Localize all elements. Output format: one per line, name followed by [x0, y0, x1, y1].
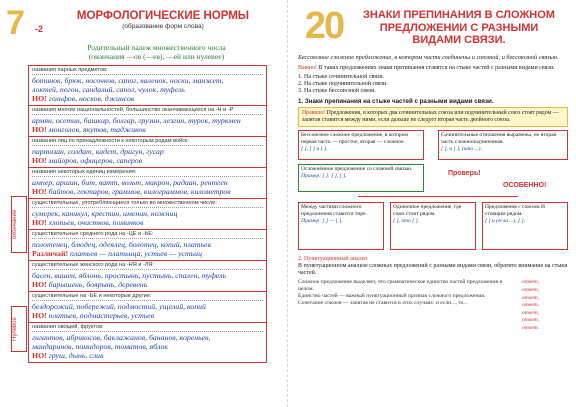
left-header	[6, 4, 277, 42]
exception-marker: Различай!	[32, 249, 69, 258]
left-intro-line: Родительный падеж множественного числа	[87, 43, 226, 52]
right-heading: 1. Знаки препинания на стыке частей с разными видами связи.	[298, 98, 494, 106]
right-title	[350, 8, 568, 47]
rule-example-line	[32, 156, 263, 165]
right-list-item: 2. На стыке подчинительной связи.	[298, 80, 388, 87]
rule-section-heading: названия некоторых единиц измерения:	[32, 169, 263, 177]
right-page-number: 20	[304, 5, 344, 47]
rule-example-line	[32, 218, 263, 227]
right-list	[298, 74, 568, 96]
rule-section	[29, 106, 266, 137]
right-list-item: 1. На стыке сочинительной связи.	[298, 73, 385, 80]
left-page-number: 7	[6, 4, 23, 42]
answer-item: ответ,	[522, 317, 540, 324]
rule-example-line	[32, 351, 263, 360]
right-page	[288, 0, 576, 407]
diagram-box-text: Сочинительные отношения выражены, но вторая часть сложноподчиненная.	[441, 132, 557, 145]
diagram-box-text: Одиночное предложение, где союз стоит рядом.	[393, 204, 462, 217]
section-2	[298, 256, 568, 277]
rule-example-line: мандаринов, помидоров, томатов, яблок	[32, 342, 169, 351]
diagram-box-text: Между частями сложного предложения ставится тире.	[301, 204, 367, 217]
exception-marker: НО!	[32, 218, 47, 227]
answer-item: ответ,	[522, 286, 540, 293]
diagram-label-right: ОСОБЕННО!	[503, 182, 547, 190]
rule-section	[29, 323, 266, 362]
right-note-important: Важно!	[298, 64, 318, 71]
rule-example-line: сумерек, каникул, крестин, именин, ножниц	[32, 209, 178, 218]
right-note	[298, 65, 568, 72]
answer-list	[522, 279, 568, 332]
rules-table	[12, 65, 267, 363]
left-intro-line: (окончания —ов (—ев), —ей или нулевое)	[88, 52, 225, 61]
rule-section	[29, 261, 266, 292]
example-line: Сложное предложение выделяет, что грамматическое единство частей предложения в целом.	[298, 279, 503, 293]
exception-marker: НО!	[32, 311, 47, 320]
exception-marker: НО!	[32, 280, 47, 289]
structure-diagram	[298, 130, 568, 252]
diagram-box-example: [ ] и (если ...), [ ].	[485, 217, 526, 224]
rule-note	[298, 107, 568, 127]
rule-example-line	[32, 311, 263, 320]
exception-text: платьев — платьица, устьев — устьиц	[68, 249, 202, 258]
diagram-box-example: [ ], и [ ], (что ...).	[441, 145, 482, 152]
diagram-box-6	[482, 202, 568, 250]
rule-example-line	[32, 280, 263, 289]
rule-section-heading: существительные, употребляющиеся только во множественном числе:	[32, 200, 263, 208]
rule-example-line	[32, 125, 263, 134]
rule-section	[29, 66, 266, 106]
diagram-box-2	[438, 130, 568, 160]
rule-example-line: партизан, солдат, кадет, драгун, гусар	[32, 147, 164, 156]
diagram-connector	[358, 196, 518, 197]
rule-section-heading: существительные среднего рода на -ЦЕ и -ЬЕ:	[32, 231, 263, 239]
rule-example-line: бездорожий, побережий, подмостий, ущелий, копий	[32, 302, 206, 311]
rule-section-heading: существительные на -ЬЕ и некоторые другие:	[32, 293, 263, 301]
rule-example-line: гигантов, абрикосов, баклажанов, бананов, кореньев,	[32, 333, 211, 342]
exception-text: гольфов, носков, джинсов	[46, 94, 135, 103]
rule-section	[29, 230, 266, 261]
exception-marker: НО!	[32, 187, 47, 196]
diagram-label-left: Проверь!	[448, 170, 481, 178]
exception-marker: НО!	[32, 156, 47, 165]
section-2-text: В пунктуационном анализе сложных предложений с разными видами связи, обратите внимание на стыки частей.	[298, 263, 568, 277]
examples-block	[298, 279, 568, 331]
diagram-box-text: Осложнённое предложение со сложной связью.	[301, 166, 413, 173]
diagram-box-text: Предложения с союзом И стоящим рядом.	[485, 204, 545, 217]
diagram-box-1	[298, 130, 424, 160]
rule-example-line	[32, 94, 263, 103]
right-note-text: В таких предложениях знаки препинания ставятся на стыке частей с разными видами связи.	[318, 64, 555, 71]
rule-section	[29, 199, 266, 230]
exception-text: груш, дынь, слив	[46, 351, 104, 360]
rule-example-line: басен, вишен, яблонь, простынь, пустынь, спален, туфель	[32, 271, 227, 280]
rule-section	[29, 168, 266, 199]
answer-item: ответ.	[522, 324, 540, 331]
side-tag-ending: окончание	[11, 196, 27, 253]
exception-marker: НО!	[32, 94, 47, 103]
right-intro	[298, 54, 568, 62]
right-title-line: ЗНАКИ ПРЕПИНАНИЯ В СЛОЖНОМ	[363, 9, 555, 21]
rule-section-heading: существительные женского рода на -НЯ и -ЛЯ:	[32, 262, 263, 270]
side-tag-zero: Нулевое	[11, 306, 27, 352]
left-intro	[36, 43, 277, 61]
diagram-box-example: [ ], что [ ].	[393, 217, 420, 224]
rule-note-label: Правило!	[302, 110, 326, 117]
rule-example-line: локтей, погон, сандалий, сапог, чулок, туфель	[32, 85, 185, 94]
left-subtitle: (образование форм слова)	[122, 23, 204, 30]
diagram-box-5	[390, 202, 476, 250]
section-2-heading: 2. Пунктуационный анализ	[298, 256, 368, 263]
rule-example-line: полотенец, блюдец, одеялец, болотец, копий, платьев	[32, 240, 211, 249]
exception-text: барышень, боярынь, деревень	[46, 280, 148, 289]
diagram-box-4	[298, 202, 384, 250]
diagram-box-example: Пример: [ ] — [ ].	[301, 217, 343, 224]
diagram-box-3	[298, 164, 424, 192]
right-header	[298, 5, 568, 48]
exception-text: платьев, подмастерьев, устьев	[46, 311, 155, 320]
rule-section	[29, 292, 266, 323]
exception-marker: НО!	[32, 125, 47, 134]
diagram-box-example: [ ], [ ] и [ ].	[301, 145, 328, 152]
right-intro-text: Бессоюзное сложное предложение, в котором части соединены и союзной, и бессоюзной связью.	[298, 54, 559, 61]
answer-item: ответ,	[522, 279, 540, 286]
left-title: МОРФОЛОГИЧЕСКИЕ НОРМЫ	[76, 10, 250, 22]
right-title-line: ВИДАМИ СВЯЗИ.	[412, 34, 506, 46]
right-title-line: ПРЕДЛОЖЕНИИ С РАЗНЫМИ	[379, 21, 539, 34]
example-line: Сочетание союзов — запятая не ставится в этих случаях: и если..., то...	[298, 299, 468, 306]
rule-note-text: Предложения, в которых два сочинительных союза или подчинительный союз стоят рядом — запятая ставится между ними, если дальше не следует вторая часть двойного союза.	[302, 110, 559, 124]
diagram-box-text: Бессоюзное сложное предложение, в котором первая часть — простое, вторая — сложное.	[301, 132, 408, 145]
diagram-box-example: Пример: [ ]: [ ], [ ].	[301, 172, 347, 179]
exception-text: байтов, гектаров, граммов, килограммов, километров	[46, 187, 231, 196]
rule-example-line	[32, 187, 263, 196]
rule-example-line: ботинок, брюк, носочков, сапог, валенок, носки, манжет,	[32, 76, 224, 85]
example-line: Единство частей — важный пунктуационный признак сложного предложения.	[298, 292, 486, 299]
exception-text: майоров, офицеров, саперов	[46, 156, 143, 165]
rule-section-heading: названия лиц по принадлежности к некоторым родам войск:	[32, 138, 263, 146]
rule-example-line: армян, осетин, башкир, болгар, грузин, лезгин, турок, туркмен	[32, 116, 241, 125]
left-title-block	[49, 8, 277, 30]
exception-text: хлопьев, очистков, поминков	[46, 218, 144, 227]
rule-section-heading: названия многих национальностей, большинство оканчивающихся на -Н и -Р:	[32, 107, 263, 115]
rule-example-line: ампер, аршин, бит, ватт, вольт, микрон, радиан, рентген	[32, 178, 228, 187]
right-list-item: 3. На стыке бессоюзной связи.	[298, 88, 376, 95]
rule-example-line	[32, 249, 263, 258]
exception-marker: НО!	[32, 351, 47, 360]
rule-section-heading: названия парных предметов:	[32, 67, 263, 75]
answer-item: ответ,	[522, 309, 540, 316]
left-page-number-suffix: -2	[35, 24, 44, 34]
answer-item: ответ,	[522, 294, 540, 301]
rule-section	[29, 137, 266, 168]
rule-section-heading: названия овощей, фруктов:	[32, 324, 263, 332]
exception-text: монголов, якутов, таджиков	[46, 125, 146, 134]
answer-item: ответ,	[522, 302, 540, 309]
